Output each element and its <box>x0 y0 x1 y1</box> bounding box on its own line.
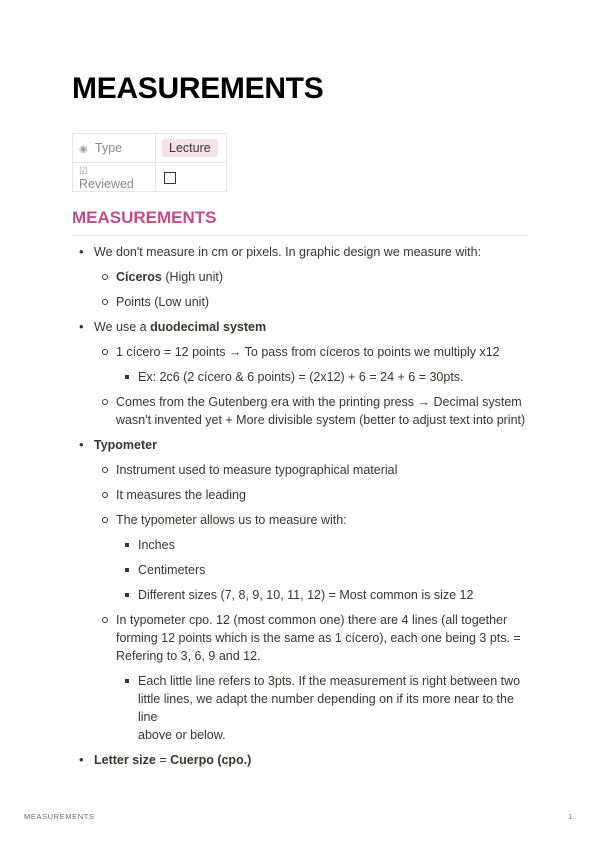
list-item: Points (Low unit) <box>72 293 528 311</box>
list-item: Cíceros (High unit) <box>72 268 528 286</box>
list-item: In typometer cpo. 12 (most common one) there are 4 lines (all together forming 12 points which is the same as 1 cícero), each one being 3 pts. = Refering to 3, 6, 9 and 12. <box>72 611 528 665</box>
list-item: Centimeters <box>72 561 528 579</box>
list-item: Comes from the Gutenberg era with the printing press → Decimal system wasn't invented yet + More divisible system (better to adjust text into print) <box>72 393 528 429</box>
reviewed-checkbox[interactable] <box>164 172 176 184</box>
list-item: Ex: 2c6 (2 cícero & 6 points) = (2x12) + 6 = 24 + 6 = 30pts. <box>72 368 528 386</box>
list-item: The typometer allows us to measure with: <box>72 511 528 529</box>
properties-table <box>72 133 227 192</box>
page-number: 1 <box>568 812 573 821</box>
list-item: • We don't measure in cm or pixels. In graphic design we measure with: <box>72 243 528 261</box>
property-key: Type <box>95 141 123 155</box>
footer-title: MEASUREMENTS <box>24 812 95 821</box>
property-key: Reviewed <box>79 177 134 191</box>
section-heading: MEASUREMENTS <box>72 208 528 236</box>
checkbox-icon: ☑ <box>79 166 88 177</box>
type-tag[interactable]: Lecture <box>162 139 218 157</box>
notes-list <box>72 243 528 769</box>
list-item: It measures the leading <box>72 486 528 504</box>
list-item: Inches <box>72 536 528 554</box>
list-item: Different sizes (7, 8, 9, 10, 11, 12) = Most common is size 12 <box>72 586 528 604</box>
list-item: • Typometer <box>72 436 528 454</box>
list-item: Instrument used to measure typographical material <box>72 461 528 479</box>
property-row-reviewed <box>73 163 227 192</box>
list-item: • Letter size = Cuerpo (cpo.) <box>72 751 528 769</box>
page-title: MEASUREMENTS <box>72 72 324 105</box>
property-row-type <box>73 134 227 163</box>
list-item: Each little line refers to 3pts. If the measurement is right between two little lines, we adapt the number depending on if its more near to the line above or below. <box>72 672 528 744</box>
list-item: 1 cícero = 12 points → To pass from cíceros to points we multiply x12 <box>72 343 528 361</box>
status-icon: ◉ <box>79 144 88 155</box>
list-item: • We use a duodecimal system <box>72 318 528 336</box>
